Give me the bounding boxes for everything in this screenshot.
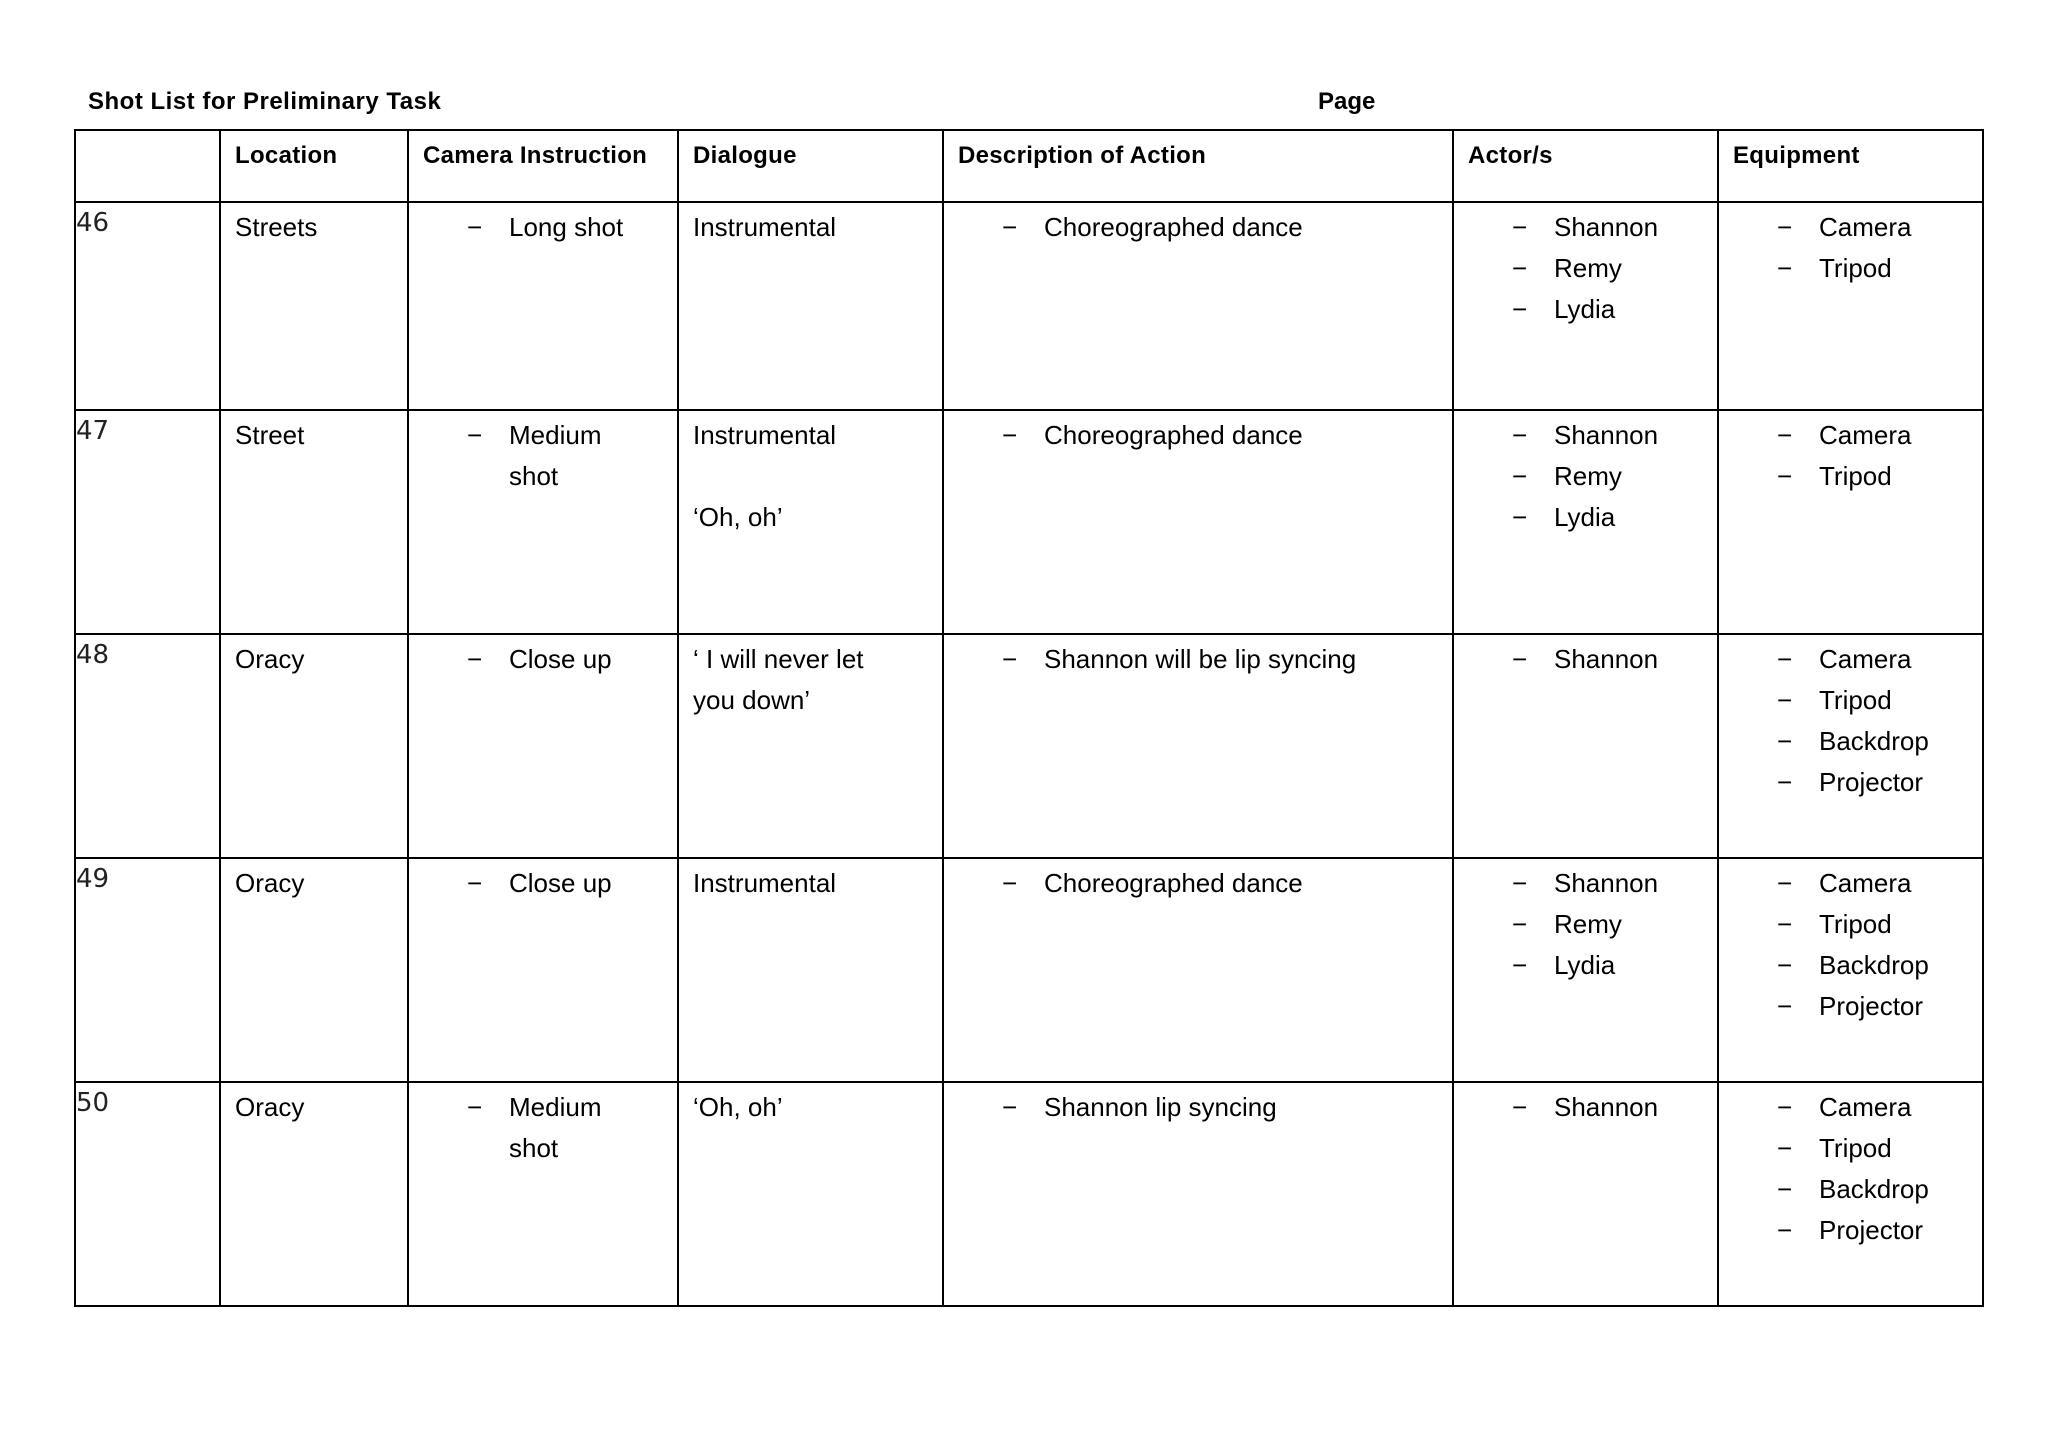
dash-bullet: − <box>1002 1092 1018 1122</box>
actors-cell <box>1453 410 1718 634</box>
actor-item <box>1454 639 1709 680</box>
equipment-item-text: Tripod <box>1819 461 1892 491</box>
equipment-item-text: Camera <box>1819 212 1912 242</box>
document-header <box>88 88 1988 124</box>
equipment-item-text: Tripod <box>1819 1133 1892 1163</box>
actor-item-text: Remy <box>1554 461 1622 491</box>
table-header <box>75 130 1983 202</box>
description-of-action-cell <box>943 202 1453 410</box>
equipment-cell <box>1718 858 1983 1082</box>
actors-cell <box>1453 634 1718 858</box>
dialogue-line: ‘Oh, oh’ <box>693 502 783 532</box>
table-body <box>75 202 1983 1306</box>
header-camera-instruction: Camera Instruction <box>408 130 678 202</box>
dialogue-cell <box>678 202 943 410</box>
equipment-item-text: Backdrop <box>1819 1174 1929 1204</box>
camera-instruction-item-text: Medium <box>509 420 602 450</box>
equipment-item <box>1719 945 1974 986</box>
equipment-item-text: Projector <box>1819 767 1924 797</box>
action-item-text: Choreographed dance <box>1044 868 1303 898</box>
dialogue-line: Instrumental <box>693 212 837 242</box>
actor-item <box>1454 497 1709 538</box>
actor-item <box>1454 904 1709 945</box>
actor-item-text: Shannon <box>1554 1092 1659 1122</box>
dash-bullet: − <box>467 420 483 450</box>
description-of-action-cell <box>943 410 1453 634</box>
location-cell <box>220 1082 408 1306</box>
equipment-item <box>1719 863 1974 904</box>
camera-instruction-item-text: Close up <box>509 644 612 674</box>
camera-instruction-item <box>409 1087 669 1128</box>
camera-instruction-cell <box>408 202 678 410</box>
dash-bullet: − <box>467 212 483 242</box>
dash-bullet: − <box>1777 1092 1793 1122</box>
actor-item <box>1454 1087 1709 1128</box>
action-item-text: Shannon lip syncing <box>1044 1092 1277 1122</box>
dash-bullet: − <box>1512 502 1528 532</box>
dash-bullet: − <box>1777 644 1793 674</box>
header-row <box>75 130 1983 202</box>
actor-item <box>1454 456 1709 497</box>
actor-item <box>1454 415 1709 456</box>
actor-item <box>1454 863 1709 904</box>
dash-bullet: − <box>1512 420 1528 450</box>
actor-item <box>1454 248 1709 289</box>
camera-instruction-cell <box>408 858 678 1082</box>
dialogue-text <box>679 1083 942 1128</box>
actor-item-text: Lydia <box>1554 294 1616 324</box>
dialogue-line: Instrumental <box>693 420 837 450</box>
header-actors: Actor/s <box>1453 130 1718 202</box>
camera-instruction-cell-list <box>409 859 677 904</box>
equipment-item <box>1719 1128 1974 1169</box>
actor-item <box>1454 945 1709 986</box>
equipment-cell <box>1718 410 1983 634</box>
description-of-action-cell-list <box>944 859 1452 904</box>
equipment-item <box>1719 1169 1974 1210</box>
equipment-item <box>1719 1087 1974 1128</box>
description-of-action-cell <box>943 858 1453 1082</box>
actor-item-text: Shannon <box>1554 644 1659 674</box>
dash-bullet: − <box>1002 868 1018 898</box>
description-of-action-cell-list <box>944 203 1452 248</box>
dialogue-line: ‘ I will never let <box>693 644 864 674</box>
header-dialogue: Dialogue <box>678 130 943 202</box>
table-row <box>75 202 1983 410</box>
dialogue-line: Instrumental <box>693 868 837 898</box>
table-row <box>75 634 1983 858</box>
dialogue-cell <box>678 634 943 858</box>
equipment-item-text: Backdrop <box>1819 726 1929 756</box>
camera-instruction-cell-list <box>409 635 677 680</box>
camera-instruction-cell-list <box>409 1083 677 1169</box>
actors-cell-list <box>1454 635 1717 680</box>
header-shot-number <box>75 130 220 202</box>
camera-instruction-item <box>409 863 669 904</box>
camera-instruction-item <box>409 639 669 680</box>
actor-item <box>1454 207 1709 248</box>
dialogue-text <box>679 203 942 248</box>
equipment-cell <box>1718 202 1983 410</box>
location-cell <box>220 634 408 858</box>
dash-bullet: − <box>1002 212 1018 242</box>
dash-bullet: − <box>467 868 483 898</box>
action-item-text: Choreographed dance <box>1044 420 1303 450</box>
location-text: Oracy <box>235 868 305 898</box>
equipment-item-text: Tripod <box>1819 253 1892 283</box>
description-of-action-cell <box>943 634 1453 858</box>
table-row <box>75 410 1983 634</box>
equipment-item-text: Backdrop <box>1819 950 1929 980</box>
equipment-cell-list <box>1719 203 1982 289</box>
camera-instruction-cell-list <box>409 411 677 497</box>
actors-cell-list <box>1454 1083 1717 1128</box>
actor-item <box>1454 289 1709 330</box>
dash-bullet: − <box>1777 253 1793 283</box>
actor-item-text: Shannon <box>1554 420 1659 450</box>
dash-bullet: − <box>1777 726 1793 756</box>
actor-item-text: Shannon <box>1554 212 1659 242</box>
equipment-item-text: Tripod <box>1819 909 1892 939</box>
dialogue-line: ‘Oh, oh’ <box>693 1092 783 1122</box>
camera-instruction-item <box>409 456 669 497</box>
dash-bullet: − <box>1512 212 1528 242</box>
dash-bullet: − <box>1512 1092 1528 1122</box>
dash-bullet: − <box>1777 1174 1793 1204</box>
dialogue-cell <box>678 858 943 1082</box>
camera-instruction-item <box>409 207 669 248</box>
dash-bullet: − <box>1512 909 1528 939</box>
description-of-action-cell <box>943 1082 1453 1306</box>
dash-bullet: − <box>1777 950 1793 980</box>
action-item <box>944 639 1444 680</box>
dash-bullet: − <box>1512 294 1528 324</box>
equipment-item-text: Projector <box>1819 1215 1924 1245</box>
action-item <box>944 1087 1444 1128</box>
camera-instruction-cell <box>408 1082 678 1306</box>
equipment-cell-list <box>1719 411 1982 497</box>
action-item-text: Choreographed dance <box>1044 212 1303 242</box>
equipment-item <box>1719 762 1974 803</box>
dash-bullet: − <box>467 1092 483 1122</box>
shot-number: 48 <box>75 634 220 858</box>
document-title: Shot List for Preliminary Task <box>88 88 442 115</box>
dash-bullet: − <box>1777 212 1793 242</box>
equipment-cell-list <box>1719 859 1982 1027</box>
location-cell <box>220 858 408 1082</box>
equipment-cell <box>1718 634 1983 858</box>
equipment-item <box>1719 721 1974 762</box>
dash-bullet: − <box>1777 909 1793 939</box>
equipment-cell-list <box>1719 1083 1982 1251</box>
action-item <box>944 207 1444 248</box>
equipment-item-text: Tripod <box>1819 685 1892 715</box>
dash-bullet: − <box>1777 685 1793 715</box>
dialogue-cell <box>678 410 943 634</box>
shot-number: 49 <box>75 858 220 1082</box>
dialogue-line: you down’ <box>693 685 811 715</box>
actor-item-text: Shannon <box>1554 868 1659 898</box>
shot-list-table <box>74 129 1984 1307</box>
dialogue-text <box>679 411 942 538</box>
dash-bullet: − <box>1512 868 1528 898</box>
camera-instruction-item <box>409 1128 669 1169</box>
equipment-cell <box>1718 1082 1983 1306</box>
equipment-item-text: Camera <box>1819 644 1912 674</box>
shot-number: 46 <box>75 202 220 410</box>
dash-bullet: − <box>1002 644 1018 674</box>
dialogue-text <box>679 859 942 904</box>
camera-instruction-cell-list <box>409 203 677 248</box>
dash-bullet: − <box>1512 461 1528 491</box>
table-row <box>75 1082 1983 1306</box>
description-of-action-cell-list <box>944 635 1452 680</box>
dash-bullet: − <box>1777 1215 1793 1245</box>
page-label: Page <box>1318 88 1376 115</box>
camera-instruction-item-text: shot <box>509 1133 559 1163</box>
actors-cell-list <box>1454 411 1717 538</box>
location-text: Oracy <box>235 1092 305 1122</box>
location-cell <box>220 202 408 410</box>
equipment-item-text: Camera <box>1819 420 1912 450</box>
camera-instruction-item <box>409 415 669 456</box>
dash-bullet: − <box>1777 461 1793 491</box>
camera-instruction-cell <box>408 634 678 858</box>
equipment-item <box>1719 415 1974 456</box>
actor-item-text: Lydia <box>1554 502 1616 532</box>
header-location: Location <box>220 130 408 202</box>
dash-bullet: − <box>1002 420 1018 450</box>
equipment-item <box>1719 680 1974 721</box>
actor-item-text: Lydia <box>1554 950 1616 980</box>
equipment-cell-list <box>1719 635 1982 803</box>
dash-bullet: − <box>1777 420 1793 450</box>
equipment-item <box>1719 639 1974 680</box>
camera-instruction-item-text: Close up <box>509 868 612 898</box>
location-text: Oracy <box>235 644 305 674</box>
location-text: Streets <box>235 212 318 242</box>
equipment-item <box>1719 207 1974 248</box>
actors-cell <box>1453 858 1718 1082</box>
dash-bullet: − <box>1777 991 1793 1021</box>
shot-number: 50 <box>75 1082 220 1306</box>
camera-instruction-item-text: Medium <box>509 1092 602 1122</box>
camera-instruction-cell <box>408 410 678 634</box>
equipment-item-text: Camera <box>1819 1092 1912 1122</box>
location-text: Street <box>235 420 305 450</box>
dialogue-text <box>679 635 942 721</box>
location-cell <box>220 410 408 634</box>
actor-item-text: Remy <box>1554 909 1622 939</box>
camera-instruction-item-text: shot <box>509 461 559 491</box>
shot-number: 47 <box>75 410 220 634</box>
actors-cell-list <box>1454 859 1717 986</box>
dash-bullet: − <box>467 644 483 674</box>
action-item <box>944 415 1444 456</box>
equipment-item <box>1719 904 1974 945</box>
dash-bullet: − <box>1777 767 1793 797</box>
equipment-item-text: Camera <box>1819 868 1912 898</box>
equipment-item-text: Projector <box>1819 991 1924 1021</box>
equipment-item <box>1719 1210 1974 1251</box>
action-item-text: Shannon will be lip syncing <box>1044 644 1357 674</box>
actors-cell-list <box>1454 203 1717 330</box>
dash-bullet: − <box>1512 253 1528 283</box>
description-of-action-cell-list <box>944 411 1452 456</box>
dash-bullet: − <box>1777 1133 1793 1163</box>
equipment-item <box>1719 986 1974 1027</box>
dash-bullet: − <box>1512 644 1528 674</box>
actors-cell <box>1453 202 1718 410</box>
dash-bullet: − <box>1777 868 1793 898</box>
camera-instruction-item-text: Long shot <box>509 212 624 242</box>
dialogue-cell <box>678 1082 943 1306</box>
header-description-of-action: Description of Action <box>943 130 1453 202</box>
actor-item-text: Remy <box>1554 253 1622 283</box>
table-row <box>75 858 1983 1082</box>
actors-cell <box>1453 1082 1718 1306</box>
dash-bullet: − <box>1512 950 1528 980</box>
action-item <box>944 863 1444 904</box>
description-of-action-cell-list <box>944 1083 1452 1128</box>
equipment-item <box>1719 248 1974 289</box>
header-equipment: Equipment <box>1718 130 1983 202</box>
dialogue-spacer <box>693 456 928 497</box>
equipment-item <box>1719 456 1974 497</box>
